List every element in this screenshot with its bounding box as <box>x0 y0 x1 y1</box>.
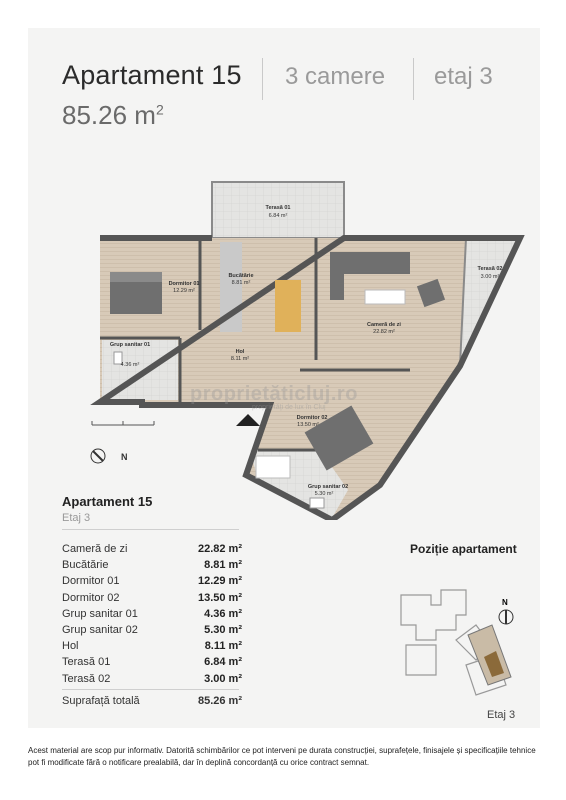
floor-label: etaj 3 <box>434 63 493 90</box>
divider <box>62 529 239 530</box>
area-exponent: 2 <box>155 101 164 118</box>
watermark-tagline: proprietăţi de lux în Cluj <box>252 404 326 411</box>
room-row <box>62 654 242 670</box>
room-area: 6.84 m² <box>204 656 242 669</box>
room-name: Terasă 01 <box>62 656 111 669</box>
room-row <box>62 638 242 654</box>
room-area: 4.36 m² <box>204 607 242 620</box>
area-terasa-02: 3.00 m² <box>480 274 500 280</box>
room-name: Cameră de zi <box>62 543 128 555</box>
room-name: Bucătărie <box>62 559 109 572</box>
bed-01-pillow <box>110 272 162 282</box>
building-position-map <box>396 585 521 700</box>
room-row <box>62 590 242 606</box>
summary-title: Apartament 15 <box>62 494 153 509</box>
compass-icon <box>91 449 105 463</box>
room-name: Terasă 02 <box>62 672 111 685</box>
page-title: Apartament 15 <box>62 60 242 90</box>
room-area: 3.00 m² <box>204 672 242 685</box>
disclaimer: Acest material are scop pur informativ. Datorită schimbărilor ce pot interveni pe durata construcției, suprafețele, finisajele și specificațiile tehnice pot fi modificate fără o notificare prealabilă, dar în deplină concordanță cu orice contract semnat. <box>28 746 536 767</box>
summary-floor: Etaj 3 <box>62 512 91 524</box>
entrance-marker <box>236 414 260 426</box>
area-grup-sanitar-02: 5.30 m² <box>314 491 334 497</box>
area-value: 85.26 m <box>62 100 156 130</box>
room-name: Dormitor 01 <box>62 575 120 588</box>
label-grup-sanitar-02: Grup sanitar 02 <box>307 484 349 490</box>
watermark: proprietăticluj.ro <box>190 383 358 405</box>
room-name: Dormitor 02 <box>62 591 120 604</box>
sofa-chaise <box>330 252 344 300</box>
room-area: 13.50 m² <box>197 591 242 604</box>
room-name: Grup sanitar 02 <box>62 623 138 636</box>
label-camera-de-zi: Cameră de zi <box>367 322 401 328</box>
room-area: 5.30 m² <box>204 623 242 636</box>
room-name: Grup sanitar 01 <box>62 607 138 620</box>
label-dormitor-01: Dormitor 01 <box>168 281 200 287</box>
rooms-count: 3 camere <box>285 63 386 90</box>
title-divider <box>262 58 263 100</box>
title-divider <box>413 58 414 100</box>
room-area: 8.81 m² <box>204 559 242 572</box>
floor-plan <box>80 180 530 520</box>
room-area: 22.82 m² <box>197 543 242 555</box>
area-dormitor-02: 13.50 m² <box>297 422 319 428</box>
north-icon <box>499 610 513 624</box>
room-row <box>62 541 242 557</box>
area-terasa-01: 6.84 m² <box>268 213 288 219</box>
compass-label: N <box>121 452 128 462</box>
area-dormitor-01: 12.29 m² <box>173 288 195 294</box>
position-title: Poziție apartament <box>410 542 517 556</box>
room-row <box>62 606 242 622</box>
total-label: Suprafață totală <box>62 695 140 707</box>
room-area: 8.11 m² <box>204 640 242 653</box>
label-terasa-02: Terasă 02 <box>477 266 503 272</box>
room-row <box>62 622 242 638</box>
position-floor: Etaj 3 <box>487 709 516 721</box>
label-hol: Hol <box>235 349 245 355</box>
area-grup-sanitar-01: 4.36 m² <box>120 362 140 368</box>
room-name: Hol <box>62 640 79 653</box>
area-hol: 8.11 m² <box>230 356 250 362</box>
area-bucatarie: 8.81 m² <box>231 280 251 286</box>
total-row <box>62 695 242 707</box>
north-label: N <box>502 598 508 607</box>
label-bucatarie: Bucătărie <box>228 273 254 279</box>
room-list <box>62 541 242 687</box>
label-terasa-01: Terasă 01 <box>265 205 291 211</box>
sink <box>310 498 324 508</box>
total-area-heading <box>62 100 164 131</box>
room-row <box>62 671 242 687</box>
area-camera-de-zi: 22.82 m² <box>373 329 395 335</box>
label-dormitor-02: Dormitor 02 <box>296 415 328 421</box>
divider <box>62 689 239 690</box>
coffee-table <box>365 290 405 304</box>
scale-bar <box>92 421 154 425</box>
total-value: 85.26 m² <box>197 695 242 707</box>
room-area: 12.29 m² <box>197 575 242 588</box>
room-row <box>62 557 242 573</box>
dining-table <box>275 280 301 332</box>
room-row <box>62 573 242 589</box>
bathtub <box>256 456 290 478</box>
label-grup-sanitar-01: Grup sanitar 01 <box>109 342 151 348</box>
